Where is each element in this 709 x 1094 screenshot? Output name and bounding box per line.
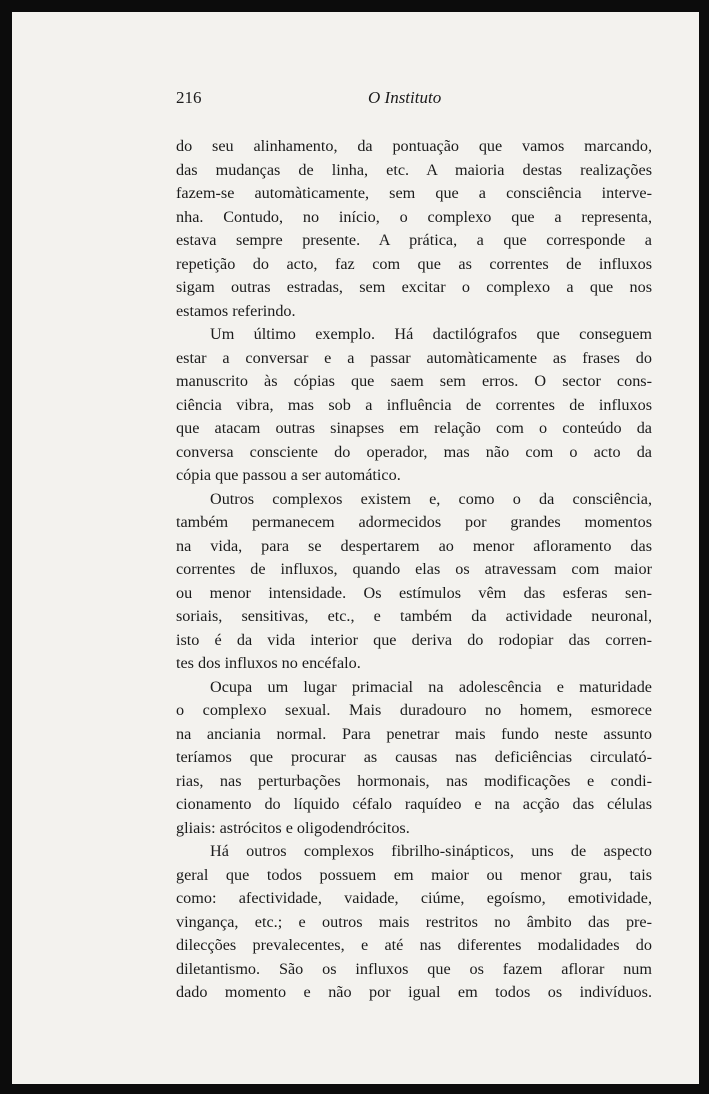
text-line: dado momento e não por igual em todos os indivíduos. xyxy=(176,983,652,1001)
text-line: Um último exemplo. Há dactilógrafos que conseguem xyxy=(210,325,652,343)
text-line: correntes de influxos, quando elas os atravessam com maior xyxy=(176,560,652,578)
text-line: estamos referindo. xyxy=(176,301,296,320)
text-line: soriais, sensitivas, etc., e também da actividade neuronal, xyxy=(176,607,652,625)
text-line: Ocupa um lugar primacial na adolescência e maturidade xyxy=(210,677,652,696)
text-line: diletantismo. São os influxos que os fazem aflorar num xyxy=(176,959,652,978)
text-line: estar a conversar e a passar automàticamente as frases do xyxy=(176,348,652,367)
text-line: isto é da vida interior que deriva do rodopiar das corren- xyxy=(176,630,652,649)
page-number: 216 xyxy=(176,88,202,107)
running-title: O Instituto xyxy=(368,88,442,107)
text-line: também permanecem adormecidos por grandes momentos xyxy=(176,513,652,531)
text-line: na anciania normal. Para penetrar mais fundo neste assunto xyxy=(176,724,652,743)
text-line: como: afectividade, vaidade, ciúme, egoísmo, emotividade, xyxy=(176,889,652,907)
text-line: tes dos influxos no encéfalo. xyxy=(176,654,361,672)
text-line: na vida, para se despertarem ao menor afloramento das xyxy=(176,536,652,555)
text-line: rias, nas perturbações hormonais, nas modificações e condi- xyxy=(176,771,652,790)
text-line: nha. Contudo, no início, o complexo que a representa, xyxy=(176,207,652,226)
text-line: ou menor intensidade. Os estímulos vêm das esferas sen- xyxy=(176,583,652,602)
text-line: fazem-se automàticamente, sem que a consciência interve- xyxy=(176,184,652,202)
text-line: gliais: astrócitos e oligodendrócitos. xyxy=(176,818,410,837)
text-line: ciência vibra, mas sob a influência de correntes de influxos xyxy=(176,395,652,414)
text-line: que atacam outras sinapses em relação com o conteúdo da xyxy=(176,419,652,437)
text-line: cópia que passou a ser automático. xyxy=(176,466,401,484)
text-line: do seu alinhamento, da pontuação que vamos marcando, xyxy=(176,137,652,155)
book-page xyxy=(12,12,699,1084)
text-line: conversa consciente do operador, mas não com o acto da xyxy=(176,442,652,461)
text-line: sigam outras estradas, sem excitar o complexo a que nos xyxy=(176,278,652,296)
page-header xyxy=(12,88,699,112)
text-line: o complexo sexual. Mais duradouro no homem, esmorece xyxy=(176,701,652,719)
body-text xyxy=(176,135,652,1005)
text-line: teríamos que procurar as causas nas deficiências circulató- xyxy=(176,748,652,766)
text-line: manuscrito às cópias que saem sem erros. O sector cons- xyxy=(176,372,652,390)
text-line: Outros complexos existem e, como o da consciência, xyxy=(210,489,652,508)
text-line: estava sempre presente. A prática, a que corresponde a xyxy=(176,231,652,249)
text-line: dilecções prevalecentes, e até nas diferentes modalidades do xyxy=(176,936,652,954)
text-line: das mudanças de linha, etc. A maioria destas realizações xyxy=(176,160,652,179)
text-line: cionamento do líquido céfalo raquídeo e na acção das células xyxy=(176,795,652,813)
text-line: repetição do acto, faz com que as correntes de influxos xyxy=(176,254,652,273)
text-line: Há outros complexos fibrilho-sinápticos, uns de aspecto xyxy=(210,842,652,860)
text-line: vingança, etc.; e outros mais restritos no âmbito das pre- xyxy=(176,912,652,931)
text-line: geral que todos possuem em maior ou menor grau, tais xyxy=(176,865,652,884)
